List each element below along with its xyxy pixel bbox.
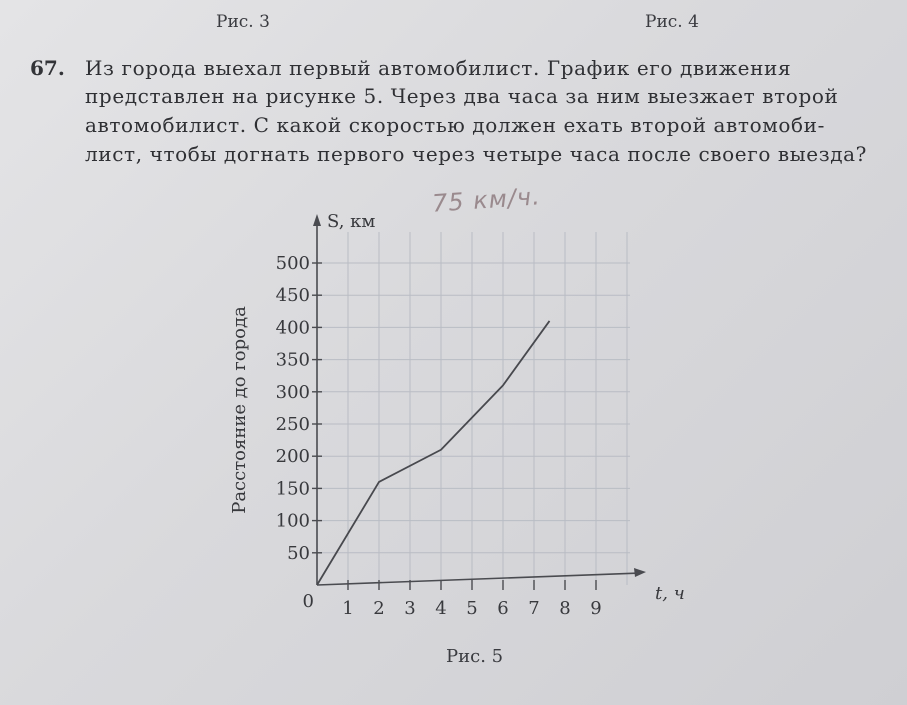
problem-text-line: Из города выехал первый автомобилист. График его движения [85, 56, 792, 80]
x-tick-label: 4 [435, 598, 447, 619]
problem-text-line: автомобилист. С какой скоростью должен ехать второй автомоби- [85, 113, 825, 137]
y-tick-label: 150 [275, 478, 310, 500]
figure-caption-4: Рис. 4 [645, 12, 699, 32]
x-axis-line [317, 573, 640, 585]
x-tick-label: 6 [497, 598, 509, 619]
chart-ticks [276, 253, 602, 619]
chart-series [317, 321, 550, 585]
x-tick-label: 1 [342, 598, 354, 619]
figure-caption-3: Рис. 3 [216, 12, 270, 32]
x-tick-label: 9 [590, 598, 602, 619]
x-tick-label: 7 [528, 598, 540, 619]
problem-number: 67. [30, 56, 65, 80]
x-axis-title: t, ч [655, 583, 685, 604]
x-tick-label: 8 [559, 598, 571, 619]
x-tick-label: 2 [373, 598, 385, 619]
y-tick-label: 500 [275, 253, 310, 274]
x-axis-arrow [634, 568, 646, 577]
figure-caption-5: Рис. 5 [446, 646, 504, 667]
problem-text-line: представлен на рисунке 5. Через два часа за ним выезжает второй [85, 84, 839, 108]
y-tick-label: 100 [275, 510, 310, 532]
y-tick-label: 350 [275, 349, 310, 371]
y-tick-label: 250 [275, 414, 310, 435]
y-tick-label: 400 [275, 317, 310, 339]
handwritten-answer: 75 км/ч. [431, 182, 542, 218]
y-axis-arrow [313, 214, 321, 226]
y-tick-label: 50 [287, 542, 310, 564]
chart-grid [317, 232, 630, 585]
y-axis-title: S, км [327, 211, 376, 232]
x-tick-label: 3 [404, 598, 416, 619]
y-tick-label: 300 [275, 381, 310, 403]
origin-label: 0 [302, 591, 314, 612]
problem-text-line: лист, чтобы догнать первого через четыре часа после своего выезда? [85, 142, 868, 166]
y-axis-label: Расстояние до города [229, 306, 250, 514]
y-tick-label: 450 [275, 285, 310, 307]
x-tick-label: 5 [466, 598, 478, 619]
y-tick-label: 200 [275, 446, 310, 468]
series-line [317, 321, 550, 585]
